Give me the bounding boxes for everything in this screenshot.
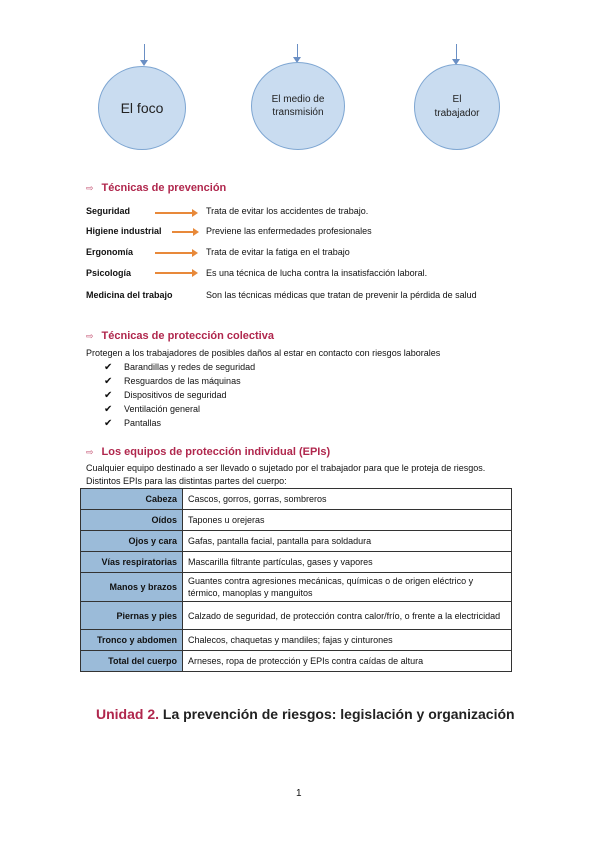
item-label: Dispositivos de seguridad (124, 390, 227, 400)
node-label: El trabajador (434, 94, 480, 119)
epi-items: Guantes contra agresiones mecánicas, químicas o de origen eléctrico y térmico, manoplas y manguitos (183, 573, 512, 602)
epis-heading (86, 446, 330, 458)
arrow-right-icon (172, 231, 194, 233)
epi-table (80, 488, 512, 672)
arrow-bullet-icon: ⇨ (86, 331, 94, 341)
diagram-node-worker (414, 64, 500, 150)
checkmark-icon: ✔ (104, 418, 113, 429)
epi-items: Arneses, ropa de protección y EPIs contra caídas de altura (183, 651, 512, 672)
body-part: Oídos (81, 510, 183, 531)
body-part: Tronco y abdomen (81, 630, 183, 651)
heading-text: Técnicas de protección colectiva (101, 330, 274, 342)
def-occupational-medicine: Son las técnicas médicas que tratan de prevenir la pérdida de salud (206, 290, 477, 300)
checkmark-icon: ✔ (104, 404, 113, 415)
unit-label: Unidad 2. (96, 706, 160, 722)
checklist-item (104, 418, 161, 429)
body-part: Ojos y cara (81, 531, 183, 552)
table-row (81, 510, 512, 531)
item-label: Pantallas (124, 418, 162, 428)
checklist-item (104, 390, 227, 401)
term-ergonomics: Ergonomía (86, 247, 134, 257)
def-ergonomics: Trata de evitar la fatiga en el trabajo (206, 247, 350, 257)
epi-items: Cascos, gorros, gorras, sombreros (183, 489, 512, 510)
item-label: Resguardos de las máquinas (124, 376, 241, 386)
table-row (81, 489, 512, 510)
epi-items: Tapones u orejeras (183, 510, 512, 531)
epi-items: Gafas, pantalla facial, pantalla para soldadura (183, 531, 512, 552)
table-row (81, 552, 512, 573)
epis-intro: Cualquier equipo destinado a ser llevado o sujetado por el trabajador para que le proteja de riesgos. Distintos EPIs para las distintas partes del cuerpo: (86, 463, 486, 486)
table-row (81, 602, 512, 630)
term-hygiene: Higiene industrial (86, 226, 162, 236)
def-psychology: Es una técnica de lucha contra la insatisfacción laboral. (206, 268, 428, 278)
node-label: El medio de transmisión (271, 94, 325, 118)
diagram-node-focus (98, 66, 186, 150)
unit-title (96, 706, 515, 722)
heading-text: Los equipos de protección individual (EPIs) (101, 446, 331, 458)
arrow-right-icon (155, 272, 193, 274)
item-label: Barandillas y redes de seguridad (124, 362, 256, 372)
term-occupational-medicine: Medicina del trabajo (86, 290, 173, 300)
def-hygiene: Previene las enfermedades profesionales (206, 226, 372, 236)
checkmark-icon: ✔ (104, 362, 113, 373)
checklist-item (104, 376, 241, 387)
arrow-right-icon (155, 252, 193, 254)
table-row (81, 531, 512, 552)
collective-heading (86, 330, 274, 342)
table-row (81, 630, 512, 651)
checkmark-icon: ✔ (104, 376, 113, 387)
term-security: Seguridad (86, 206, 131, 216)
term-psychology: Psicología (86, 268, 132, 278)
arrow-right-icon (155, 212, 193, 214)
arrow-bullet-icon: ⇨ (86, 183, 94, 193)
table-row (81, 651, 512, 672)
diagram-node-medium (251, 62, 345, 150)
body-part: Total del cuerpo (81, 651, 183, 672)
epi-items: Mascarilla filtrante partículas, gases y vapores (183, 552, 512, 573)
body-part: Piernas y pies (81, 602, 183, 630)
checklist-item (104, 404, 200, 415)
checklist-item (104, 362, 255, 373)
epi-items: Calzado de seguridad, de protección contra calor/frío, o frente a la electricidad (183, 602, 512, 630)
epi-items: Chalecos, chaquetas y mandiles; fajas y cinturones (183, 630, 512, 651)
checkmark-icon: ✔ (104, 390, 113, 401)
heading-text: Técnicas de prevención (101, 182, 227, 194)
body-part: Manos y brazos (81, 573, 183, 602)
unit-title-text: La prevención de riesgos: legislación y organización (162, 706, 515, 722)
table-row (81, 573, 512, 602)
arrow-bullet-icon: ⇨ (86, 447, 94, 457)
collective-intro: Protegen a los trabajadores de posibles daños al estar en contacto con riesgos laborales (86, 348, 441, 358)
prevention-heading (86, 182, 226, 194)
def-security: Trata de evitar los accidentes de trabajo. (206, 206, 369, 216)
item-label: Ventilación general (124, 404, 201, 414)
body-part: Vías respiratorias (81, 552, 183, 573)
body-part: Cabeza (81, 489, 183, 510)
page-number: 1 (296, 788, 302, 799)
node-label: El foco (120, 100, 164, 116)
